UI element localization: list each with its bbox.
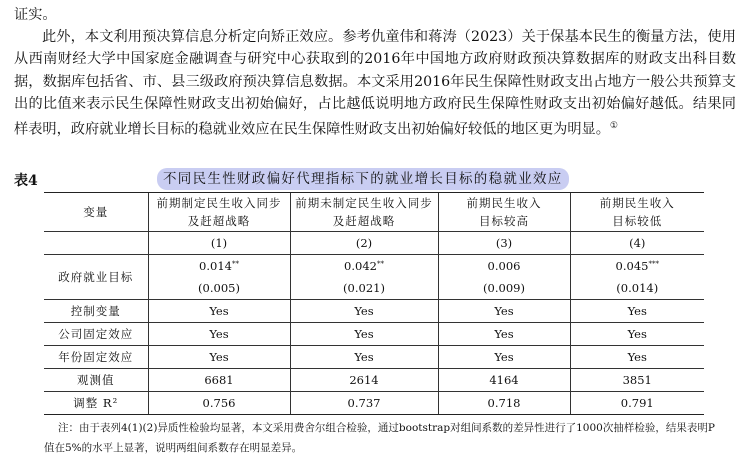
table-row: [44, 346, 704, 369]
paragraph-main-text: 此外，本文利用预决算信息分析定向矫正效应。参考仇童伟和蒋涛（2023）关于保基本民生的衡量方法，使用从西南财经大学中国家庭金融调查与研究中心获取到的2016年中国地方政府财政预决算数据库的财政支出科目数据，数据库包括省、市、县三级政府预决算信息数据。本文采用2016年民生保障性财政支出占地方一般公共预算支出的比值来表示民生保障性财政支出初始偏好，占比越低说明地方政府民生保障性财政支出初始偏好越低。结果同样表明，政府就业增长目标的稳就业效应在民生保障性财政支出初始偏好较低的地区更为明显。: [14, 29, 736, 138]
row-label: 控制变量: [44, 300, 148, 323]
row-label: 公司固定效应: [44, 323, 148, 346]
table-label: 表4: [14, 173, 38, 189]
column-number-row: [44, 232, 704, 255]
table-cell: 4164: [438, 369, 570, 392]
table-cell: Yes: [148, 346, 290, 369]
footnote-marker: ①: [609, 121, 618, 132]
table-cell: Yes: [290, 346, 438, 369]
coef-cell: 0.042**: [290, 255, 438, 278]
col-number: (1): [148, 232, 290, 255]
col-number: (2): [290, 232, 438, 255]
body-text: [14, 4, 736, 141]
col-number: (3): [438, 232, 570, 255]
table-cell: Yes: [438, 346, 570, 369]
col-header-3: 前期民生收入 目标较高: [438, 193, 570, 232]
table-row: [44, 323, 704, 346]
sig-stars: ***: [648, 260, 659, 268]
coef-cell: 0.045***: [570, 255, 704, 278]
table-cell: Yes: [290, 323, 438, 346]
col-header-2: 前期未制定民生收入同步 及赶超战略: [290, 193, 438, 232]
row-label: 观测值: [44, 369, 148, 392]
table-cell: 0.718: [438, 392, 570, 415]
row-label: 调整 R²: [44, 392, 148, 415]
coef-cell: 0.006: [438, 255, 570, 278]
table-cell: Yes: [570, 300, 704, 323]
se-cell: (0.014): [570, 277, 704, 300]
results-table: [44, 192, 704, 415]
table-cell: Yes: [148, 323, 290, 346]
row-label: 政府就业目标: [44, 255, 148, 300]
coef-row: [44, 255, 704, 278]
table-cell: 2614: [290, 369, 438, 392]
table-cell: Yes: [290, 300, 438, 323]
row-label: 年份固定效应: [44, 346, 148, 369]
col-number: (4): [570, 232, 704, 255]
table-cell: 3851: [570, 369, 704, 392]
table-cell: Yes: [570, 346, 704, 369]
table-cell: 0.737: [290, 392, 438, 415]
table-cell: 0.791: [570, 392, 704, 415]
paragraph-main: [14, 26, 736, 141]
sig-stars: **: [376, 260, 384, 268]
sig-stars: **: [231, 260, 239, 268]
table-cell: 6681: [148, 369, 290, 392]
table-cell: Yes: [570, 323, 704, 346]
table-cell: Yes: [438, 300, 570, 323]
table-caption: 不同民生性财政偏好代理指标下的就业增长目标的稳就业效应: [157, 168, 569, 190]
var-header: 变量: [44, 193, 148, 232]
table-note-text: 注：由于表列4(1)(2)异质性检验均显著，本文采用费舍尔组合检验，通过bootstrap对组间系数的差异性进行了1000次抽样检验，结果表明P值在5%的水平上显著，说明两组间系数存在明显差异。: [44, 422, 715, 454]
empty-cell: [44, 232, 148, 255]
table-cell: Yes: [438, 323, 570, 346]
table-row: [44, 369, 704, 392]
coef-cell: 0.014**: [148, 255, 290, 278]
table-header-row: [44, 193, 704, 232]
se-cell: (0.021): [290, 277, 438, 300]
table-note: [44, 418, 716, 458]
table-cell: Yes: [148, 300, 290, 323]
table-row: [44, 300, 704, 323]
paragraph-continued: 证实。: [14, 7, 57, 23]
se-cell: (0.009): [438, 277, 570, 300]
col-header-4: 前期民生收入 目标较低: [570, 193, 704, 232]
table-row: [44, 392, 704, 415]
se-cell: (0.005): [148, 277, 290, 300]
table-cell: 0.756: [148, 392, 290, 415]
col-header-1: 前期制定民生收入同步 及赶超战略: [148, 193, 290, 232]
